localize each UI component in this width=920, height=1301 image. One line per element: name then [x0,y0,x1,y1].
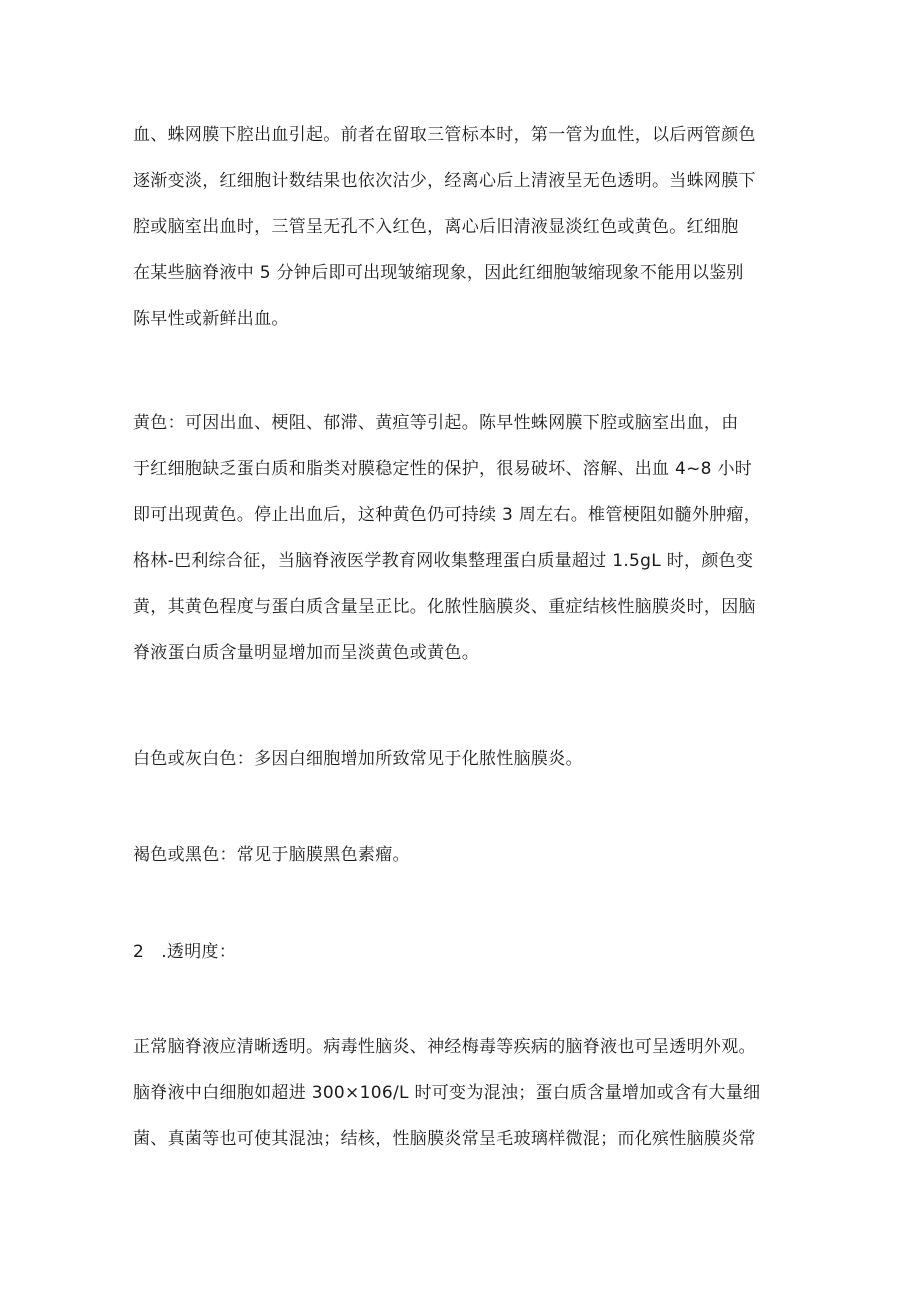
text-line: 白色或灰白色：多因白细胞增加所致常见于化脓性脑膜炎。 [133,749,583,769]
paragraph-white [133,736,803,782]
text-line: 脑脊液中白细胞如超进 300×106/L 时可变为混浊；蛋白质含量增加或含有大量细 [133,1083,761,1103]
paragraph-yellow [133,400,803,676]
text-line: 菌、真菌等也可使其混浊；结核，性脑膜炎常呈毛玻璃样微混；而化殡性脑膜炎常 [133,1129,756,1149]
text-line: 逐渐变淡，红细胞计数结果也依次沽少，经离心后上清液呈无色透明。当蛛网膜下 [133,171,756,191]
text-line: 黄，其黄色程度与蛋白质含量呈正比。化脓性脑膜炎、重症结核性脑膜炎时，因脑 [133,597,756,617]
text-line: 格林-巴利综合征，当脑脊液医学教育网收集整理蛋白质量超过 1.5gL 时，颜色变 [133,551,754,571]
text-line: 正常脑脊液应清晰透明。病毒性脑炎、神经梅毒等疾病的脑脊液也可呈透明外观。 [133,1037,756,1057]
paragraph-brown [133,832,803,878]
text-line: 脊液蛋白质含量明显增加而呈淡黄色或黄色。 [133,643,479,663]
text-line: 血、蛛网膜下腔出血引起。前者在留取三管标本时，第一管为血性，以后两管颜色 [133,125,756,145]
section-heading-transparency [133,929,803,975]
text-line: 即可出现黄色。停止出血后，这种黄色仍可持续 3 周左右。椎管梗阻如髓外肿瘤， [133,505,762,525]
text-line: 于红细胞缺乏蛋白质和脂类对膜稳定性的保护，很易破坏、溶解、出血 4~8 小时 [133,459,753,479]
text-line: 黄色：可因出血、梗阻、郁滞、黄疸等引起。陈早性蛛网膜下腔或脑室出血，由 [133,413,739,433]
text-line: 褐色或黑色：常见于脑膜黑色素瘤。 [133,845,410,865]
text-line: 在某些脑脊液中 5 分钟后即可出现皱缩现象，因此红细胞皱缩现象不能用以鉴别 [133,263,744,283]
text-line: 腔或脑室出血时，三管呈无孔不入红色，离心后旧清液显淡红色或黄色。红细胞 [133,217,739,237]
text-line: 2 .透明度： [133,942,237,962]
text-line: 陈早性或新鲜出血。 [133,309,289,329]
paragraph-blood-cause [133,112,803,342]
paragraph-transparency [133,1024,803,1162]
